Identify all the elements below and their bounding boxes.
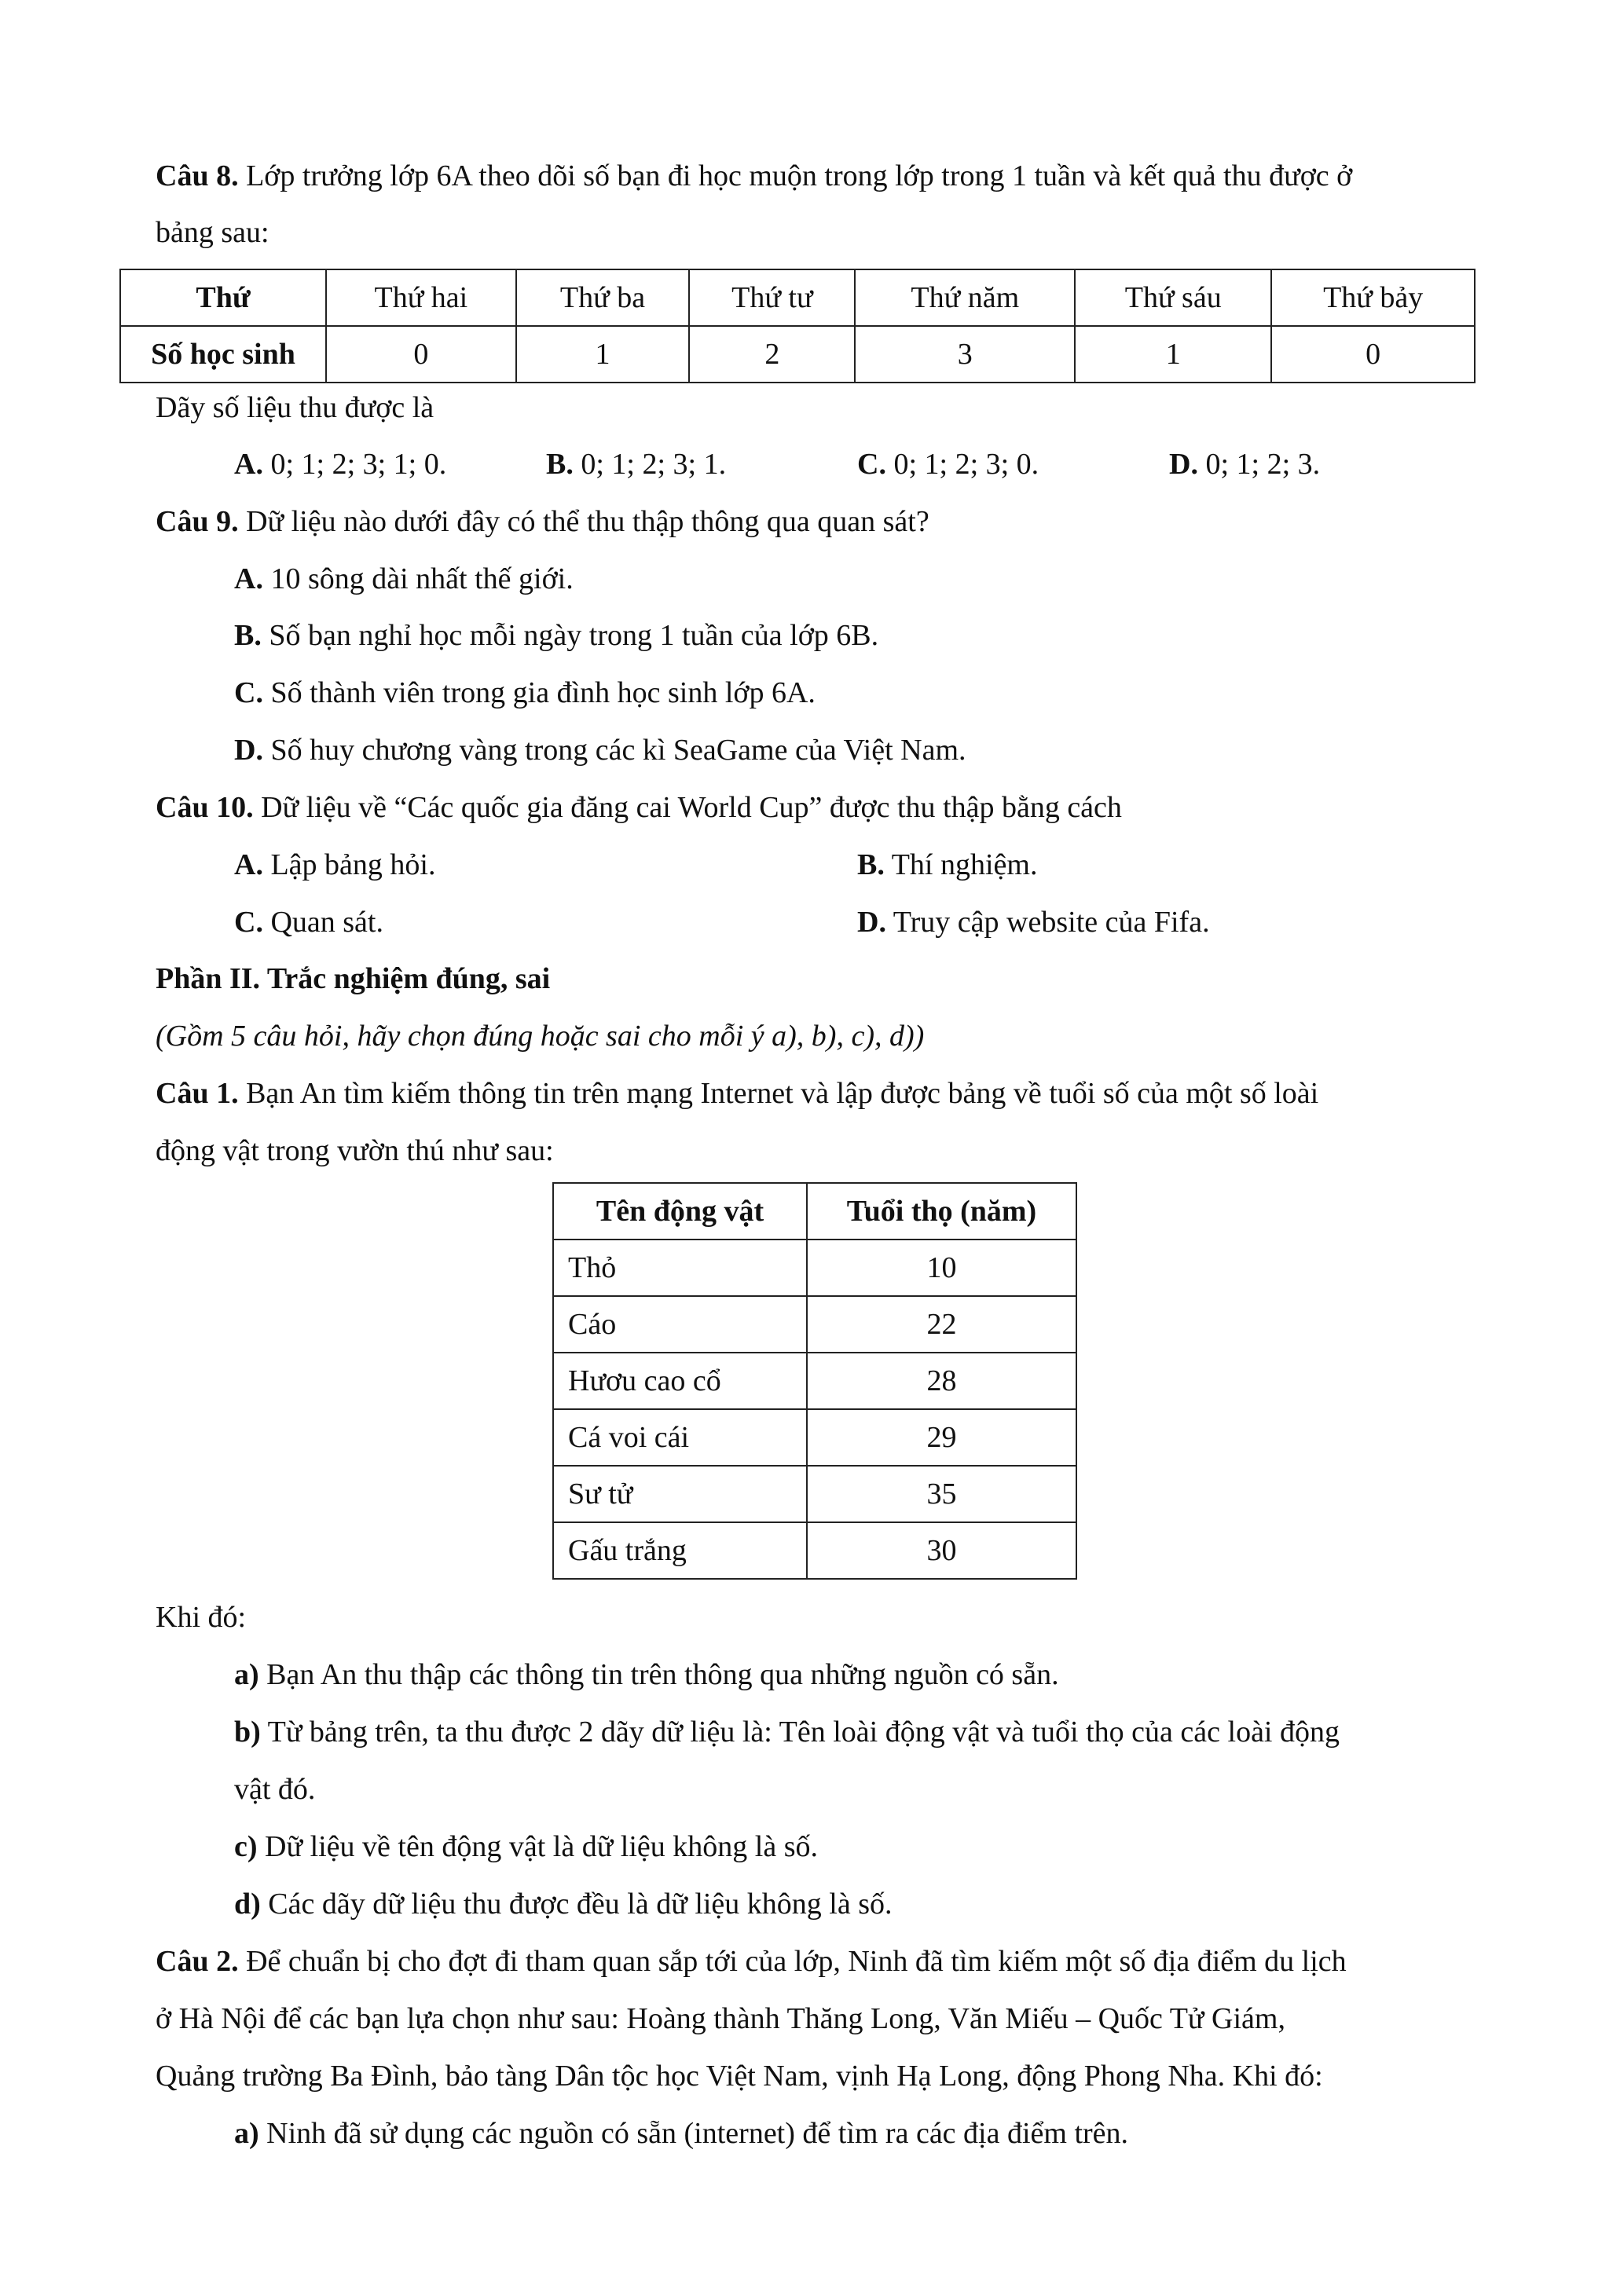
option-text: Thí nghiệm. <box>891 848 1038 881</box>
item-text: Ninh đã sử dụng các nguồn có sẵn (internet) để tìm ra các địa điểm trên. <box>266 2117 1129 2150</box>
q9-option-c[interactable] <box>234 674 816 712</box>
item-text: Các dãy dữ liệu thu được đều là dữ liệu không là số. <box>268 1888 893 1921</box>
table-header-cell: Tên động vật <box>553 1183 807 1240</box>
q10-text: Dữ liệu về “Các quốc gia đăng cai World Cup” được thu thập bằng cách <box>261 791 1122 824</box>
option-letter: B. <box>234 619 262 652</box>
q10-stem <box>156 789 1122 826</box>
p2q2-stem-line3: Quảng trường Ba Đình, bảo tàng Dân tộc học Việt Nam, vịnh Hạ Long, động Phong Nha. Khi đó: <box>156 2060 1323 2093</box>
item-letter: c) <box>234 1830 258 1863</box>
table-day-cell: Thứ tư <box>689 269 855 326</box>
table-day-cell: Thứ sáu <box>1075 269 1271 326</box>
option-text: 0; 1; 2; 3; 0. <box>893 448 1039 481</box>
q10-option-b[interactable] <box>857 846 1037 884</box>
table-row <box>553 1409 1076 1466</box>
table-value-cell: 1 <box>516 326 690 383</box>
item-letter: a) <box>234 1658 259 1691</box>
animal-name-cell: Sư tử <box>553 1466 807 1522</box>
option-letter: B. <box>857 848 885 881</box>
q8-text: Lớp trưởng lớp 6A theo dõi số bạn đi học muộn trong lớp trong 1 tuần và kết quả thu được ở <box>246 159 1353 192</box>
option-letter: C. <box>234 906 263 939</box>
p2q2-item-a[interactable] <box>234 2115 1128 2152</box>
table-header-cell: Tuổi thọ (năm) <box>807 1183 1076 1240</box>
option-text: 0; 1; 2; 3; 1; 0. <box>270 448 447 481</box>
q8-option-a[interactable] <box>234 445 446 483</box>
option-letter: C. <box>234 676 263 709</box>
q8-option-c[interactable] <box>857 445 1039 483</box>
q9-label: Câu 9. <box>156 505 239 538</box>
p2q2-stem-line2: ở Hà Nội để các bạn lựa chọn như sau: Hoàng thành Thăng Long, Văn Miếu – Quốc Tử Giám, <box>156 2002 1285 2035</box>
table-row <box>120 326 1475 383</box>
p2q1-text: Bạn An tìm kiếm thông tin trên mạng Internet và lập được bảng về tuổi số của một số loài <box>246 1077 1319 1110</box>
table-value-cell: 1 <box>1075 326 1271 383</box>
table-value-cell: 0 <box>326 326 516 383</box>
option-text: Số thành viên trong gia đình học sinh lớp 6A. <box>270 676 816 709</box>
table-day-cell: Thứ năm <box>855 269 1075 326</box>
option-letter: A. <box>234 848 263 881</box>
lifespan-cell: 10 <box>807 1240 1076 1296</box>
q8-option-d[interactable] <box>1169 445 1320 483</box>
p2q1-item-d[interactable] <box>234 1885 893 1923</box>
q8-option-b[interactable] <box>546 445 726 483</box>
option-letter: C. <box>857 448 886 481</box>
q10-label: Câu 10. <box>156 791 254 824</box>
item-letter: a) <box>234 2117 259 2150</box>
lifespan-cell: 29 <box>807 1409 1076 1466</box>
q9-text: Dữ liệu nào dưới đây có thể thu thập thông qua quan sát? <box>246 505 929 538</box>
table-header-row <box>553 1183 1076 1240</box>
lifespan-cell: 35 <box>807 1466 1076 1522</box>
part2-instruction: (Gồm 5 câu hỏi, hãy chọn đúng hoặc sai cho mỗi ý a), b), c), d)) <box>156 1020 925 1053</box>
option-text: 0; 1; 2; 3; 1. <box>581 448 727 481</box>
p2q2-label: Câu 2. <box>156 1945 239 1978</box>
table-row-label: Số học sinh <box>120 326 326 383</box>
option-text: Quan sát. <box>270 906 383 939</box>
q8-stem-line2: bảng sau: <box>156 216 269 249</box>
p2q1-item-b-continued: vật đó. <box>234 1773 316 1806</box>
lifespan-cell: 28 <box>807 1353 1076 1409</box>
table-row <box>553 1466 1076 1522</box>
option-text: Truy cập website của Fifa. <box>893 906 1210 939</box>
q8-label: Câu 8. <box>156 159 239 192</box>
table-day-cell: Thứ ba <box>516 269 690 326</box>
p2q1-lead: Khi đó: <box>156 1601 247 1634</box>
option-letter: D. <box>234 734 263 767</box>
p2q1-item-b[interactable] <box>234 1713 1340 1751</box>
option-letter: B. <box>546 448 574 481</box>
part2-title: Phần II. Trắc nghiệm đúng, sai <box>156 962 551 995</box>
item-letter: b) <box>234 1716 261 1749</box>
p2q1-stem-line2: động vật trong vườn thú như sau: <box>156 1134 554 1167</box>
animal-lifespan-table <box>552 1182 1077 1580</box>
table-row <box>553 1240 1076 1296</box>
animal-name-cell: Gấu trắng <box>553 1522 807 1579</box>
animal-name-cell: Thỏ <box>553 1240 807 1296</box>
q8-stem-line1 <box>156 157 1352 195</box>
p2q1-item-a[interactable] <box>234 1656 1059 1694</box>
table-header-cell: Thứ <box>120 269 326 326</box>
option-letter: D. <box>857 906 886 939</box>
q10-option-a[interactable] <box>234 846 435 884</box>
item-letter: d) <box>234 1888 261 1921</box>
table-row <box>553 1296 1076 1353</box>
option-letter: D. <box>1169 448 1198 481</box>
q10-option-c[interactable] <box>234 903 383 941</box>
option-text: 0; 1; 2; 3. <box>1205 448 1321 481</box>
animal-name-cell: Cáo <box>553 1296 807 1353</box>
animal-name-cell: Hươu cao cổ <box>553 1353 807 1409</box>
lifespan-cell: 30 <box>807 1522 1076 1579</box>
table-day-cell: Thứ hai <box>326 269 516 326</box>
table-row <box>553 1353 1076 1409</box>
option-text: Số bạn nghỉ học mỗi ngày trong 1 tuần của lớp 6B. <box>269 619 879 652</box>
item-text: Từ bảng trên, ta thu được 2 dãy dữ liệu là: Tên loài động vật và tuổi thọ của các loài động <box>267 1716 1340 1749</box>
table-value-cell: 3 <box>855 326 1075 383</box>
table-day-cell: Thứ bảy <box>1271 269 1475 326</box>
q9-option-d[interactable] <box>234 731 966 769</box>
q8-late-students-table <box>119 269 1476 383</box>
item-text: Dữ liệu về tên động vật là dữ liệu không là số. <box>265 1830 818 1863</box>
q10-option-d[interactable] <box>857 903 1210 941</box>
q8-prompt: Dãy số liệu thu được là <box>156 391 434 424</box>
p2q1-item-c[interactable] <box>234 1828 818 1866</box>
table-header-row <box>120 269 1475 326</box>
item-text: Bạn An thu thập các thông tin trên thông qua những nguồn có sẵn. <box>266 1658 1059 1691</box>
table-row <box>553 1522 1076 1579</box>
p2q2-text: Để chuẩn bị cho đợt đi tham quan sắp tới của lớp, Ninh đã tìm kiếm một số địa điểm du lịch <box>246 1945 1347 1978</box>
animal-name-cell: Cá voi cái <box>553 1409 807 1466</box>
p2q1-stem-line1 <box>156 1075 1318 1112</box>
p2q1-label: Câu 1. <box>156 1077 239 1110</box>
q9-stem <box>156 503 929 540</box>
option-letter: A. <box>234 448 263 481</box>
lifespan-cell: 22 <box>807 1296 1076 1353</box>
q9-option-b[interactable] <box>234 617 878 654</box>
option-text: Lập bảng hỏi. <box>270 848 436 881</box>
q9-option-a[interactable] <box>234 560 574 598</box>
option-letter: A. <box>234 562 263 595</box>
table-value-cell: 2 <box>689 326 855 383</box>
option-text: 10 sông dài nhất thế giới. <box>270 562 574 595</box>
option-text: Số huy chương vàng trong các kì SeaGame của Việt Nam. <box>270 734 966 767</box>
table-value-cell: 0 <box>1271 326 1475 383</box>
p2q2-stem-line1 <box>156 1943 1347 1980</box>
